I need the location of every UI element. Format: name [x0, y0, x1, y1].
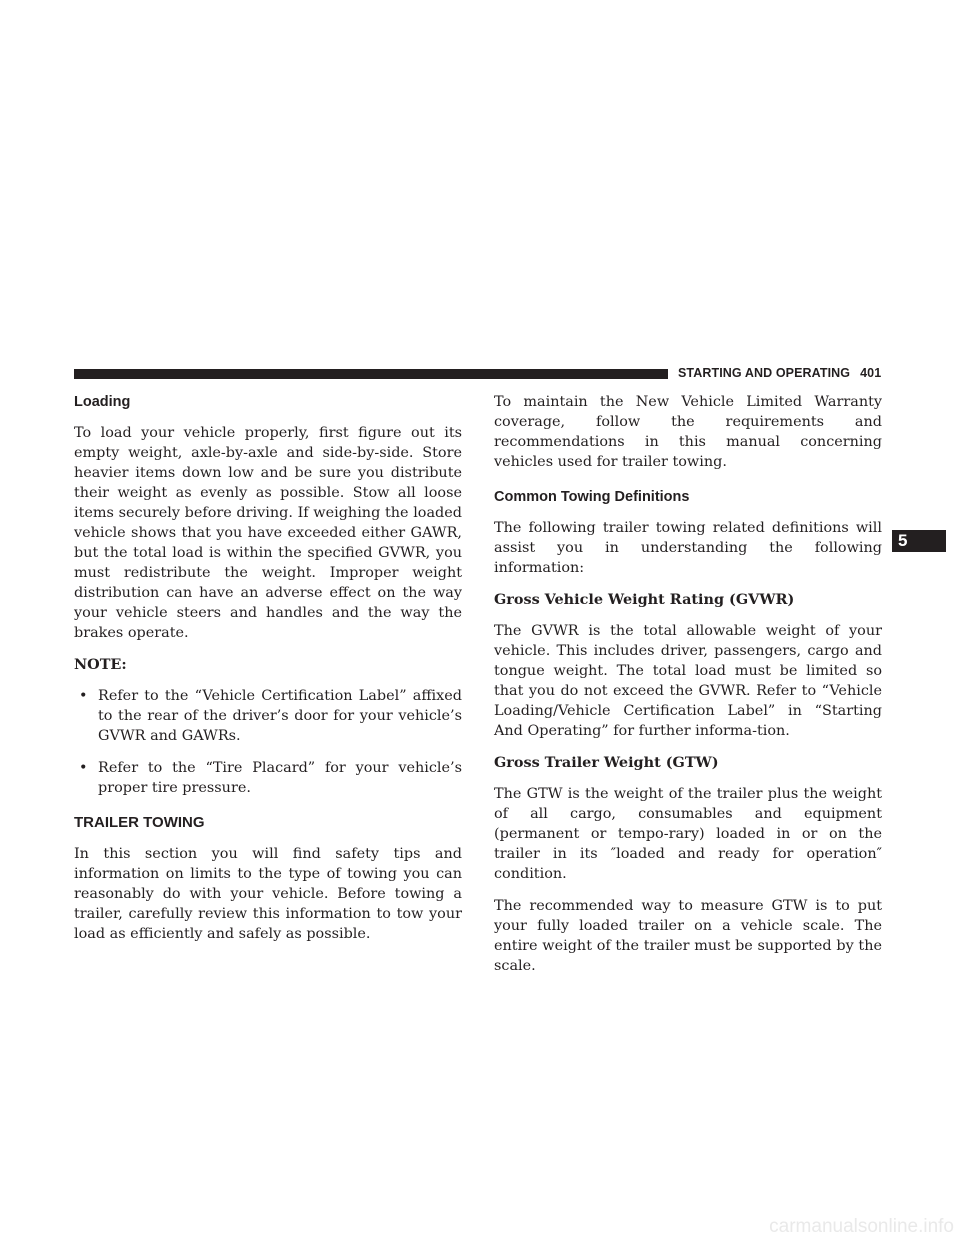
bullet-text: Refer to the “Tire Placard” for your vehicle’s proper tire pressure. [98, 760, 462, 796]
gtw-heading: Gross Trailer Weight (GTW) [494, 754, 719, 771]
bullet-icon: • [79, 760, 88, 776]
header-rule [74, 369, 668, 379]
running-header [678, 366, 881, 380]
loading-heading: Loading [74, 394, 131, 410]
gtw-measure-paragraph: The recommended way to measure GTW is to put your fully loaded trailer on a vehicle scale. The entire weight of the trailer must be supported by the scale. [494, 898, 882, 974]
bullet-text: Refer to the “Vehicle Certification Label” affixed to the rear of the driver’s door for your vehicle’s GVWR and GAWRs. [98, 688, 462, 744]
list-item [74, 686, 462, 746]
trailer-towing-heading: TRAILER TOWING [74, 814, 205, 831]
gtw-paragraph: The GTW is the weight of the trailer plus the weight of all cargo, consumables and equipment (permanent or tempo-rary) loaded in or on the trailer in its ″loaded and ready for operation″ condition. [494, 786, 882, 882]
loading-paragraph: To load your vehicle properly, first figure out its empty weight, axle-by-axle and side-by-side. Store heavier items down low and be sure you distribute their weight as evenly as possible. Stow all loose items securely before driving. If weighing the loaded vehicle shows that you have exceeded either GAWR, but the total load is within the specified GVWR, you must redistribute the weight. Improper weight distribution can have an adverse effect on the way your vehicle steers and handles and the way the brakes operate. [74, 425, 462, 641]
section-title: STARTING AND OPERATING [678, 366, 851, 380]
note-label: NOTE: [74, 656, 127, 673]
page-number: 401 [860, 366, 882, 380]
watermark: carmanualsonline.info [769, 1216, 954, 1237]
gvwr-heading: Gross Vehicle Weight Rating (GVWR) [494, 591, 795, 608]
bullet-icon: • [79, 688, 88, 704]
note-list [74, 686, 462, 798]
definitions-heading: Common Towing Definitions [494, 489, 690, 505]
chapter-tab: 5 [892, 530, 946, 552]
right-column [494, 392, 882, 988]
trailer-towing-paragraph: In this section you will find safety tips and information on limits to the type of towing you can reasonably do with your vehicle. Before towing a trailer, carefully review this information to tow your load as efficiently and safely as possible. [74, 846, 462, 942]
left-column [74, 392, 462, 956]
warranty-paragraph: To maintain the New Vehicle Limited Warranty coverage, follow the requirements and recommendations in this manual concerning vehicles used for trailer towing. [494, 394, 882, 470]
definitions-intro: The following trailer towing related definitions will assist you in understanding the following information: [494, 520, 882, 576]
gvwr-paragraph: The GVWR is the total allowable weight of your vehicle. This includes driver, passengers, cargo and tongue weight. The total load must be limited so that you do not exceed the GVWR. Refer to “Vehicle Loading/Vehicle Certification Label” in “Starting And Operating” for further informa-tion. [494, 623, 882, 739]
list-item [74, 758, 462, 798]
